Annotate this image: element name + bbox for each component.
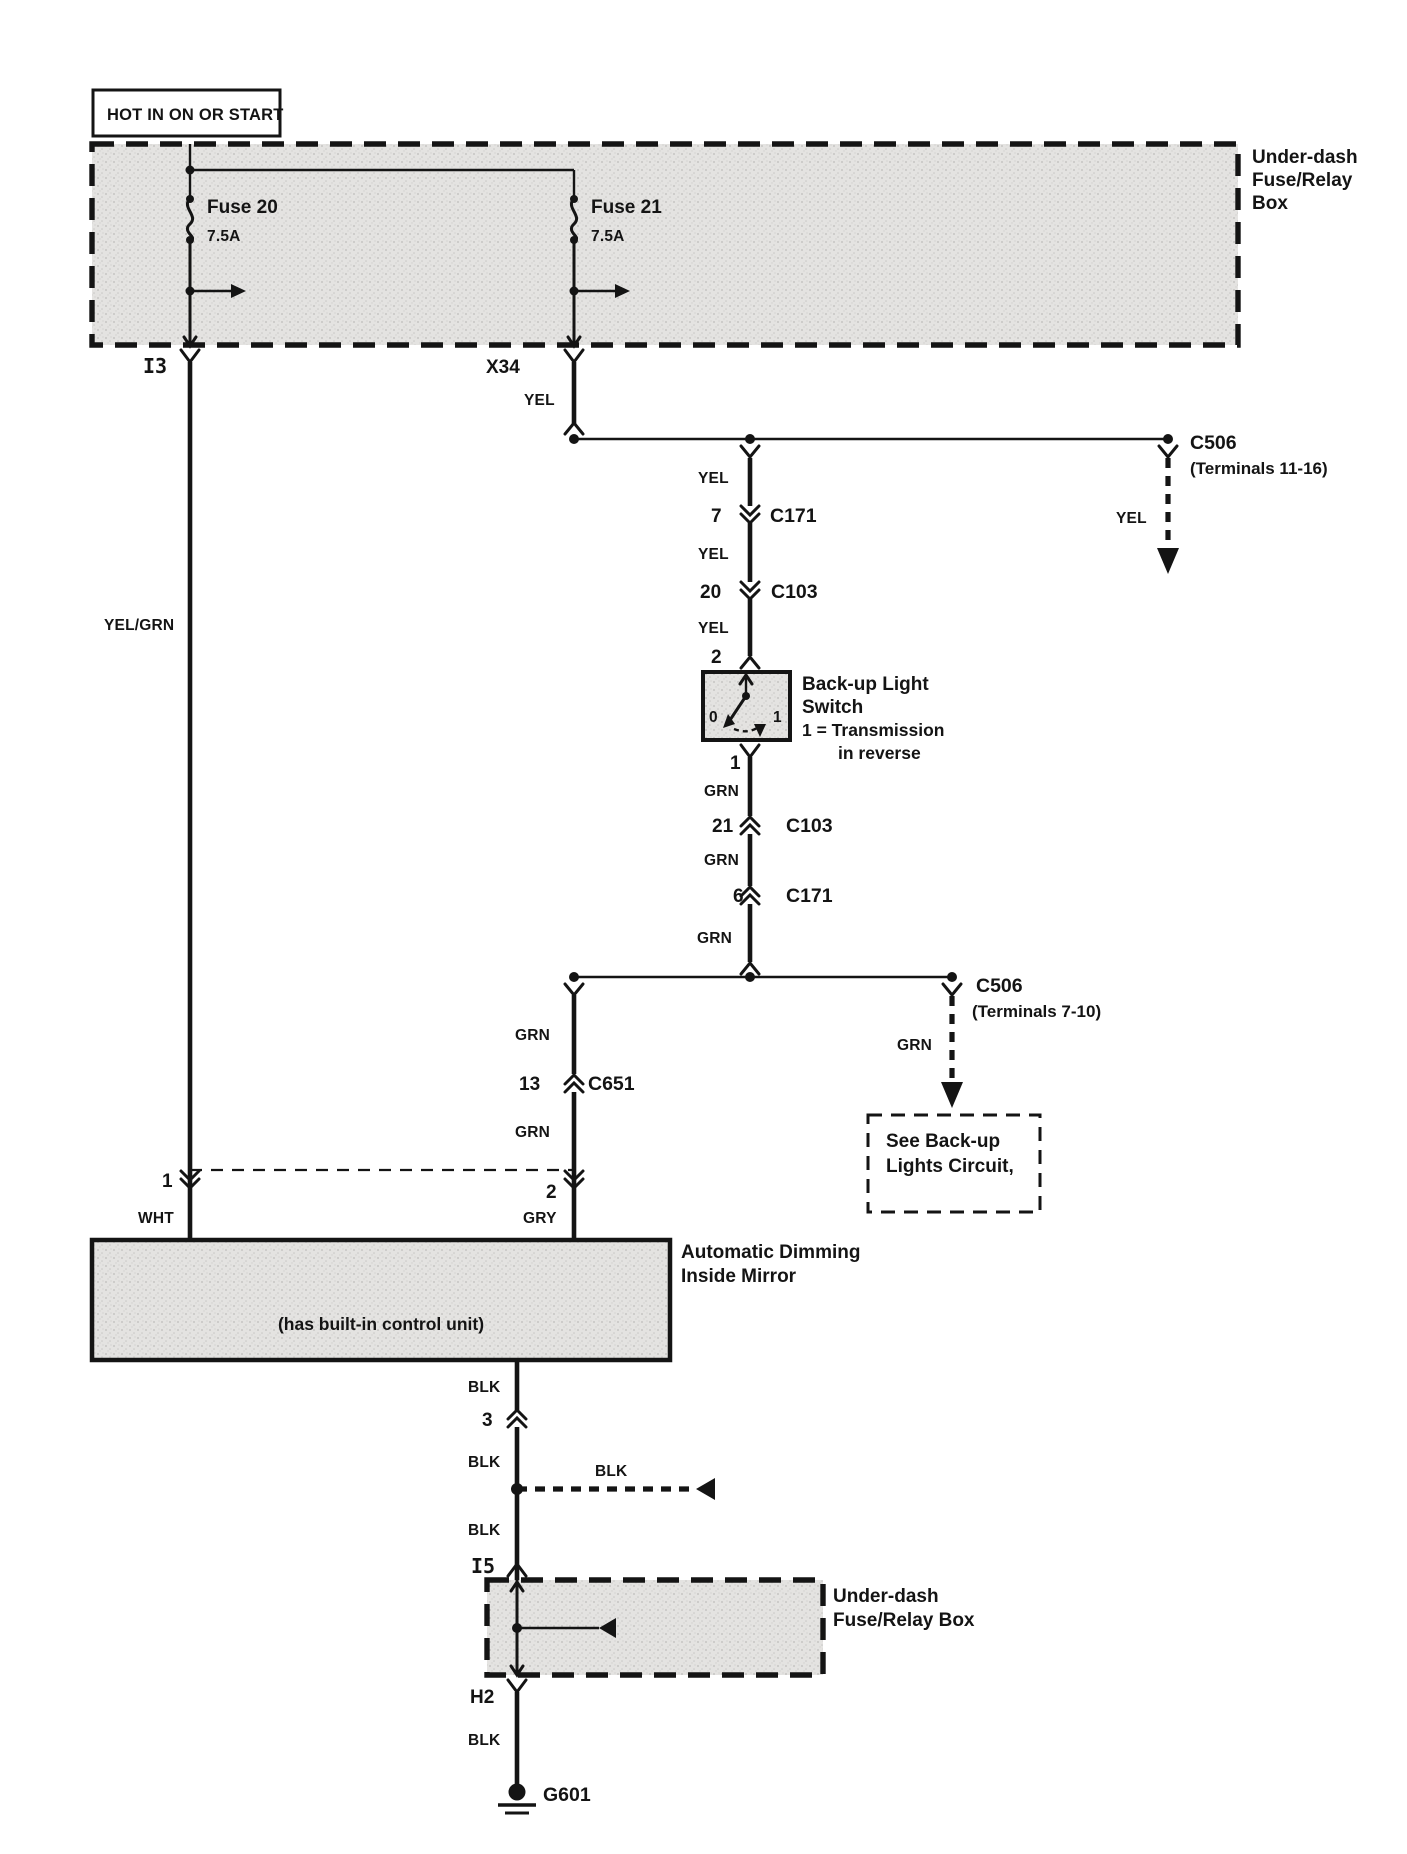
mirror-label-line1: Automatic Dimming (681, 1242, 861, 1263)
connector-c506-upper-terminals: (Terminals 11-16) (1190, 459, 1328, 478)
wire-color-label: YEL (1116, 510, 1147, 527)
wire-color-label: YEL (698, 620, 729, 637)
see-note-line2: Lights Circuit, (886, 1156, 1014, 1177)
connector-fork-icon (1159, 446, 1177, 457)
switch-position-0: 0 (709, 709, 718, 726)
mirror-pin-2: 2 (546, 1182, 557, 1203)
pin-21: 21 (712, 816, 734, 837)
arrow-down-icon (1157, 548, 1179, 574)
automatic-dimming-inside-mirror (92, 1240, 860, 1360)
connector-fork-icon (943, 984, 961, 995)
terminal-h2-label: H2 (470, 1687, 495, 1708)
underdash-fuse-relay-box-bottom (487, 1580, 975, 1675)
connector-c506-lower: C506 (976, 975, 1023, 997)
junction-dot (1163, 434, 1173, 444)
fuse-box-label-line2: Fuse/Relay (1252, 170, 1353, 191)
wire-color-label: YEL (698, 470, 729, 487)
mirror-box-outline (92, 1240, 670, 1360)
branch-terminal-arrow-icon (696, 1478, 715, 1500)
wire-grn-left (515, 984, 635, 1240)
wire-grn-center (697, 745, 833, 982)
lower-box-label-line2: Fuse/Relay Box (833, 1610, 975, 1631)
wire-color-label: BLK (468, 1454, 501, 1471)
wire-color-label: YEL (524, 392, 555, 409)
wire-color-label: GRN (515, 1027, 551, 1044)
connector-c103-label: C103 (771, 581, 818, 603)
mirror-note: (has built-in control unit) (277, 1314, 485, 1334)
switch-pin-2: 2 (711, 647, 722, 668)
junction-dot (569, 972, 579, 982)
wire-color-label: GRN (697, 930, 733, 947)
connector-fork-icon (565, 423, 583, 434)
fuse-21-rating: 7.5A (591, 228, 625, 245)
pin-7: 7 (711, 506, 722, 527)
pin-20: 20 (700, 582, 722, 603)
wire-yel-center (698, 446, 818, 668)
wire-color-label: BLK (468, 1522, 501, 1539)
backup-light-switch (703, 672, 945, 763)
fuse-box-label-line1: Under-dash (1252, 147, 1358, 168)
connector-c171-label: C171 (786, 885, 833, 907)
connector-c506-lower-terminals: (Terminals 7-10) (972, 1002, 1102, 1021)
switch-note-line1: 1 = Transmission (802, 720, 945, 740)
terminal-x34 (486, 350, 583, 378)
ground-leg (468, 1680, 591, 1813)
hot-box-label: HOT IN ON OR START (107, 106, 284, 124)
terminal-x34-label: X34 (486, 357, 520, 378)
wire-color-label: GRN (515, 1124, 551, 1141)
terminal-i3-label: I3 (143, 354, 168, 378)
connector-fork-icon (181, 350, 199, 362)
switch-pin-1: 1 (730, 753, 741, 774)
wire-color-label: GRN (704, 783, 740, 800)
arrow-down-icon (941, 1082, 963, 1108)
switch-position-1: 1 (773, 709, 782, 726)
wire-color-label: GRY (523, 1210, 557, 1227)
wire-color-label: YEL (698, 546, 729, 563)
wire-yel-grn-left (104, 362, 199, 1240)
connector-c103-out (712, 815, 833, 837)
switch-note-line2: in reverse (838, 743, 921, 763)
connector-c103-label: C103 (786, 815, 833, 837)
ground-name: G601 (543, 1784, 591, 1806)
connector-c506-upper: C506 (1190, 432, 1237, 454)
fuse-20-rating: 7.5A (207, 228, 241, 245)
connector-c651 (519, 1073, 635, 1095)
switch-label-line1: Back-up Light (802, 674, 929, 695)
mirror-pin-1: 1 (162, 1171, 173, 1192)
connector-fork-icon (741, 745, 759, 757)
wire-color-label: WHT (138, 1210, 174, 1227)
underdash-fuse-relay-box-top (92, 144, 1358, 346)
wire-color-label: BLK (595, 1463, 628, 1480)
wire-color-label: GRN (704, 852, 740, 869)
connector-fork-icon (508, 1680, 526, 1692)
connector-fork-icon (741, 657, 759, 668)
junction-dot (745, 434, 755, 444)
pin-6: 6 (733, 886, 744, 907)
connector-c171-out (733, 885, 833, 907)
connector-fork-icon (741, 446, 759, 457)
connector-c651-label: C651 (588, 1073, 635, 1095)
switch-label-line2: Switch (802, 697, 864, 718)
fuse-box-label-line3: Box (1252, 193, 1288, 214)
connector-pin3 (482, 1410, 526, 1431)
connector-c171-label: C171 (770, 505, 817, 527)
connector-c103-in (700, 581, 818, 603)
wire-color-label: BLK (468, 1732, 501, 1749)
junction-dot (947, 972, 957, 982)
branch-c506-upper (1116, 432, 1328, 574)
wire-color-label: YEL/GRN (104, 617, 175, 634)
fuse-21-name: Fuse 21 (591, 197, 662, 218)
connector-fork-icon (565, 984, 583, 995)
wire-blk-ground-path (468, 1360, 715, 1580)
mirror-label-line2: Inside Mirror (681, 1266, 797, 1287)
mirror-pin-3: 3 (482, 1410, 493, 1431)
terminal-i5-label: I5 (471, 1554, 496, 1578)
branch-c506-lower (868, 975, 1101, 1212)
ground-symbol-icon (498, 1784, 536, 1814)
blk-splice-branch (517, 1463, 715, 1500)
fuse-20-name: Fuse 20 (207, 197, 278, 218)
see-note-line1: See Back-up (886, 1131, 1001, 1152)
connector-fork-icon (565, 350, 583, 362)
lower-box-label-line1: Under-dash (833, 1586, 939, 1607)
connector-c171-in (711, 505, 817, 527)
wire-yel-x34 (524, 362, 583, 444)
hot-in-on-or-start-box (93, 90, 284, 136)
pin-13: 13 (519, 1074, 541, 1095)
fuse-box-outline (92, 144, 1238, 345)
wire-color-label: GRN (897, 1037, 933, 1054)
wire-color-label: BLK (468, 1379, 501, 1396)
